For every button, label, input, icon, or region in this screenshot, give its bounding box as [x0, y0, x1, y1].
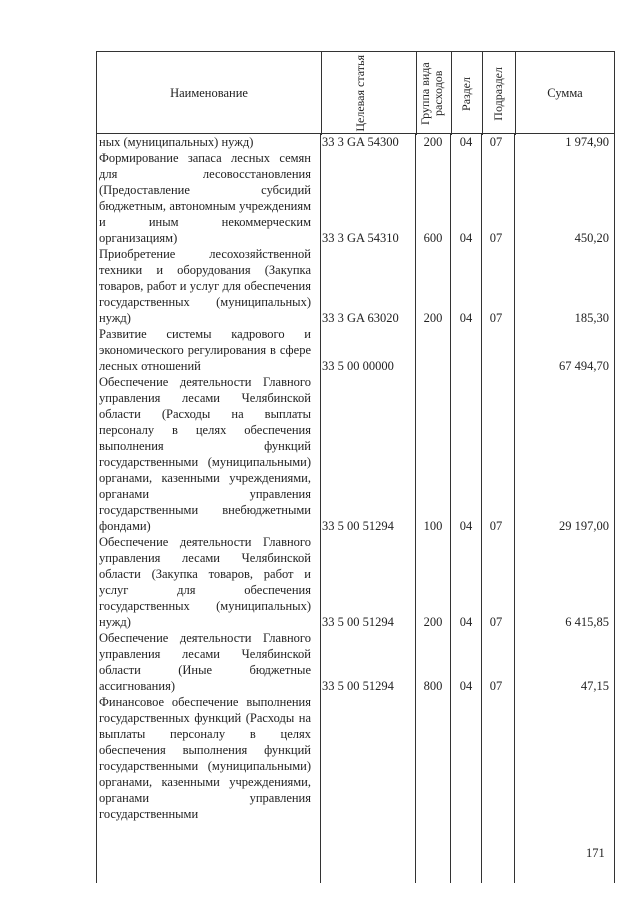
row-name: Приобретение лесохозяйственной техники и оборудования (Закупка товаров, работ и услуг для обеспечения государственных (муниципальных) нужд) — [99, 247, 311, 325]
row-group: 200 — [423, 311, 443, 325]
row-subsection: 07 — [489, 519, 503, 533]
row-section: 04 — [459, 679, 473, 693]
header-section-cell — [451, 52, 482, 135]
row-section: 04 — [459, 231, 473, 245]
table-body — [96, 134, 615, 883]
header-section: Раздел — [459, 76, 473, 111]
row-subsection: 07 — [489, 311, 503, 325]
row-section: 04 — [459, 311, 473, 325]
row-group: 100 — [423, 519, 443, 533]
row-sum: 47,15 — [580, 679, 609, 693]
row-subsection: 07 — [489, 615, 503, 629]
row-sum: 1 974,90 — [565, 135, 609, 149]
row-section: 04 — [459, 615, 473, 629]
row-group: 200 — [423, 615, 443, 629]
row-sum: 6 415,85 — [565, 615, 609, 629]
table-header — [96, 51, 615, 134]
row-name: ных (муниципальных) нужд) — [99, 135, 254, 149]
header-target-cell — [321, 52, 416, 135]
row-code: 33 3 GA 54310 — [322, 231, 399, 245]
header-sum: Сумма — [547, 86, 583, 100]
header-group: Группа вида расходов — [417, 62, 445, 125]
header-subsection: Подраздел — [491, 66, 505, 121]
row-name: Развитие системы кадрового и экономического регулирования в сфере лесных отношений — [99, 327, 311, 373]
row-name: Финансовое обеспечение выполнения государственных функций (Расходы на выплаты персоналу в целях обеспечения выполнения функций государственными (муниципальными) органами, казенными учреждениями, органами управления государственными — [99, 695, 311, 821]
row-sum: 67 494,70 — [559, 359, 609, 373]
header-subsection-cell — [482, 52, 515, 135]
row-code: 33 5 00 51294 — [322, 519, 394, 533]
row-code: 33 3 GA 63020 — [322, 311, 399, 325]
row-name: Обеспечение деятельности Главного управления лесами Челябинской области (Расходы на выплаты персоналу в целях обеспечения выполнения функций государственными (муниципальными) органами, казенными учреждениями, органами управления государственными внебюджетными фондами) — [99, 375, 311, 533]
row-name: Формирование запаса лесных семян для лесовосстановления (Предоставление субсидий бюджетным, автономным учреждениям и иным некоммерческим организациям) — [99, 151, 311, 245]
row-code: 33 5 00 51294 — [322, 615, 394, 629]
row-sum: 185,30 — [574, 311, 609, 325]
row-code: 33 5 00 00000 — [322, 359, 394, 373]
header-target: Целевая статья — [352, 55, 367, 132]
row-code: 33 3 GA 54300 — [322, 135, 399, 149]
row-section: 04 — [459, 519, 473, 533]
row-sum: 450,20 — [574, 231, 609, 245]
row-name: Обеспечение деятельности Главного управления лесами Челябинской области (Закупка товаров, работ и услуг для обеспечения государственных (муниципальных) нужд) — [99, 535, 311, 629]
row-code: 33 5 00 51294 — [322, 679, 394, 693]
row-subsection: 07 — [489, 135, 503, 149]
row-group: 800 — [423, 679, 443, 693]
page-number: 171 — [586, 846, 605, 860]
header-name: Наименование — [170, 86, 248, 100]
row-group: 600 — [423, 231, 443, 245]
row-subsection: 07 — [489, 679, 503, 693]
row-subsection: 07 — [489, 231, 503, 245]
header-group-cell — [416, 52, 451, 135]
row-section: 04 — [459, 135, 473, 149]
row-sum: 29 197,00 — [559, 519, 609, 533]
row-name: Обеспечение деятельности Главного управления лесами Челябинской области (Иные бюджетные ассигнования) — [99, 631, 311, 693]
row-group: 200 — [423, 135, 443, 149]
